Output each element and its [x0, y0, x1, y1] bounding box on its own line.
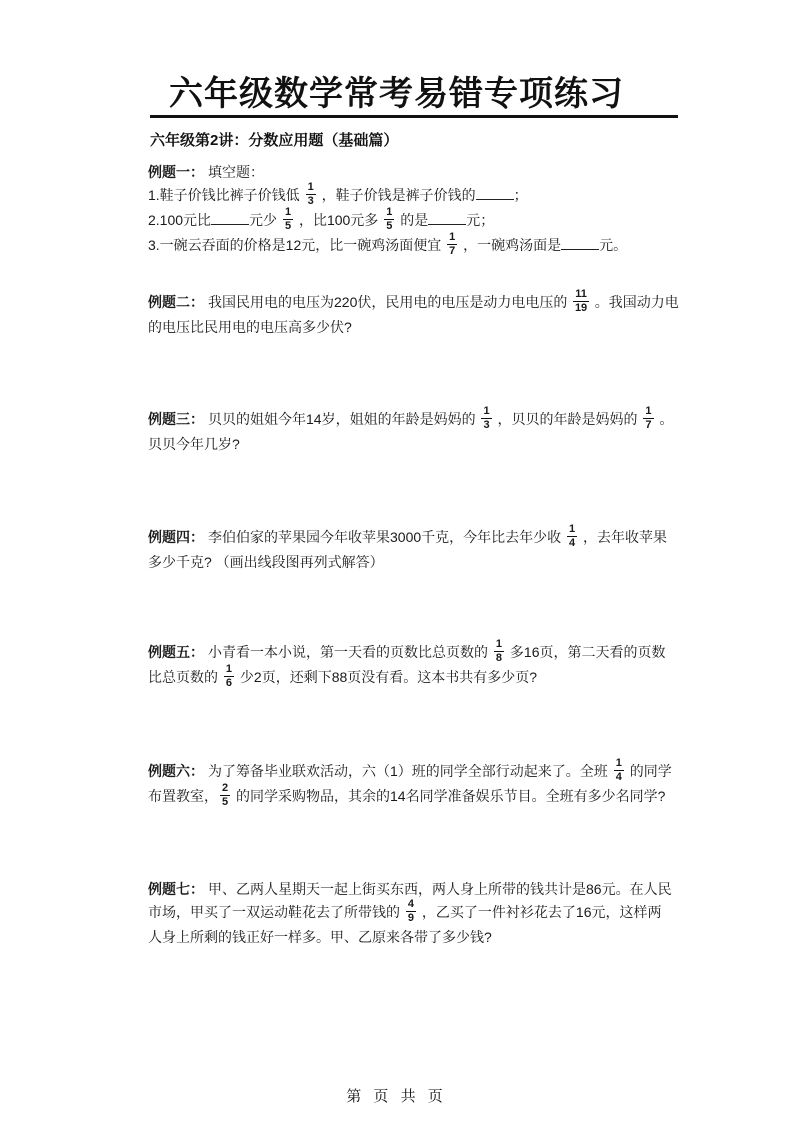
text-run: 的同学 — [625, 763, 672, 780]
text-run: 比总页数的 — [148, 669, 222, 686]
fraction-numerator: 1 — [284, 206, 292, 218]
fraction-numerator: 1 — [307, 181, 314, 193]
text-run: 元。 — [599, 237, 628, 254]
text-run: ，乙买了一件衬衫花去了16元，这样两 — [418, 904, 662, 921]
fraction — [220, 783, 230, 808]
problem-line — [148, 405, 680, 433]
problem-block-6 — [148, 757, 680, 810]
problem-line — [148, 433, 680, 456]
fraction-numerator: 1 — [449, 231, 456, 243]
problem-label: 例题一： — [148, 164, 204, 180]
fraction — [567, 524, 577, 549]
text-run: ，去年收苹果 — [579, 529, 668, 546]
page-title: 六年级数学常考易错专项练习 — [169, 75, 624, 113]
problem-line — [148, 523, 680, 551]
fraction-denominator: 6 — [225, 677, 233, 689]
text-run: 元少 — [249, 212, 281, 229]
fraction — [384, 207, 394, 232]
problem-line — [148, 551, 680, 574]
problem-block-2 — [148, 288, 680, 339]
text-run: ，比100元多 — [295, 212, 383, 229]
fraction-denominator: 19 — [574, 302, 588, 314]
text-run: 李伯伯家的苹果园今年收苹果3000千克，今年比去年少收 — [208, 529, 566, 546]
problem-line — [148, 316, 680, 339]
text-run: 我国民用电的电压为220伏，民用电的电压是动力电电压的 — [208, 294, 572, 311]
problem-block-5 — [148, 638, 680, 691]
text-run: 元； — [466, 212, 495, 229]
text-run: ； — [513, 187, 528, 204]
fraction-denominator: 5 — [222, 796, 229, 808]
text-run: 的是 — [396, 212, 429, 229]
text-run: 填空题： — [208, 164, 264, 180]
problem-line — [148, 181, 680, 209]
fraction — [573, 289, 589, 314]
text-run: 布置教室， — [148, 788, 218, 805]
problem-line — [148, 898, 680, 926]
fraction-denominator: 7 — [449, 245, 456, 257]
text-run: 。我国动力电 — [590, 294, 679, 311]
fraction — [306, 182, 316, 207]
fraction — [406, 899, 416, 924]
fraction-numerator: 1 — [645, 405, 652, 417]
title-underline-rule — [150, 115, 678, 118]
fraction-denominator: 7 — [645, 419, 652, 431]
fraction-numerator: 2 — [222, 782, 229, 794]
text-run: 贝贝今年几岁? — [148, 436, 240, 452]
fraction-numerator: 1 — [225, 663, 233, 675]
fraction-denominator: 4 — [569, 537, 576, 549]
fraction-numerator: 1 — [615, 757, 622, 769]
text-run: 多16页，第二天看的页数 — [506, 644, 666, 661]
text-run: 多少千克? （画出线段图再列式解答） — [148, 554, 384, 570]
text-run: 。 — [655, 411, 674, 428]
text-run: 2.100元比 — [148, 212, 212, 229]
problem-label: 例题七： — [148, 881, 204, 897]
section-heading: 六年级第2讲：分数应用题（基础篇） — [150, 132, 399, 149]
text-run: 的同学采购物品，其余的14名同学准备娱乐节目。全班有多少名同学? — [232, 788, 666, 805]
text-run: 3.一碗云吞面的价格是12元，比一碗鸡汤面便宜 — [148, 237, 446, 254]
fraction-denominator: 5 — [386, 220, 393, 232]
problem-label: 例题二： — [148, 294, 204, 311]
fraction-numerator: 1 — [386, 206, 393, 218]
problem-label: 例题三： — [148, 411, 204, 428]
fraction — [447, 232, 457, 257]
blank-underline — [428, 212, 466, 225]
text-run: 为了筹备毕业联欢活动，六（1）班的同学全部行动起来了。全班 — [208, 763, 612, 780]
problem-block-4 — [148, 523, 680, 574]
blank-underline — [561, 237, 599, 250]
problem-line — [148, 663, 680, 691]
fraction-denominator: 8 — [495, 652, 503, 664]
text-run: ，一碗鸡汤面是 — [459, 237, 562, 254]
text-run: ，鞋子价钱是裤子价钱的 — [317, 187, 476, 204]
text-run: ，贝贝的年龄是妈妈的 — [493, 411, 642, 428]
text-run: 的电压比民用电的电压高多少伏? — [148, 319, 352, 335]
fraction-numerator: 1 — [495, 638, 503, 650]
text-run: 小青看一本小说，第一天看的页数比总页数的 — [208, 644, 492, 661]
problem-line — [148, 161, 680, 184]
problem-line — [148, 782, 680, 810]
fraction-denominator: 9 — [407, 912, 415, 924]
text-run: 1.鞋子价钱比裤子价钱低 — [148, 187, 304, 204]
fraction-denominator: 5 — [284, 220, 292, 232]
fraction — [481, 406, 491, 431]
fraction — [643, 406, 653, 431]
fraction-numerator: 1 — [569, 523, 576, 535]
problem-line — [148, 206, 680, 234]
fraction-denominator: 4 — [615, 771, 622, 783]
text-run: 甲、乙两人星期天一起上街买东西，两人身上所带的钱共计是86元。在人民 — [208, 881, 672, 897]
problem-label: 例题四： — [148, 529, 204, 546]
fraction — [494, 639, 504, 664]
fraction-numerator: 1 — [483, 405, 490, 417]
fraction — [224, 664, 234, 689]
problem-label: 例题六： — [148, 763, 204, 780]
text-run: 少2页，还剩下88页没有看。这本书共有多少页? — [236, 669, 538, 686]
problem-line — [148, 926, 680, 949]
problem-block-7 — [148, 878, 680, 949]
text-run: 人身上所剩的钱正好一样多。甲、乙原来各带了多少钱? — [148, 929, 492, 945]
fraction — [614, 758, 624, 783]
problem-label: 例题五： — [148, 644, 204, 661]
problem-line — [148, 878, 680, 901]
text-run: 市场，甲买了一双运动鞋花去了所带钱的 — [148, 904, 404, 921]
problem-block-3 — [148, 405, 680, 456]
problem-line — [148, 231, 680, 259]
page-footer: 第 页 共 页 — [346, 1088, 447, 1105]
text-run: 贝贝的姐姐今年14岁，姐姐的年龄是妈妈的 — [208, 411, 480, 428]
problem-line — [148, 288, 680, 316]
fraction-numerator: 11 — [575, 288, 587, 300]
blank-underline — [211, 212, 249, 225]
blank-underline — [476, 187, 514, 200]
fraction — [283, 207, 293, 232]
fraction-denominator: 3 — [307, 195, 314, 207]
problem-block-1 — [148, 161, 680, 259]
fraction-denominator: 3 — [483, 419, 490, 431]
fraction-numerator: 4 — [407, 898, 415, 910]
